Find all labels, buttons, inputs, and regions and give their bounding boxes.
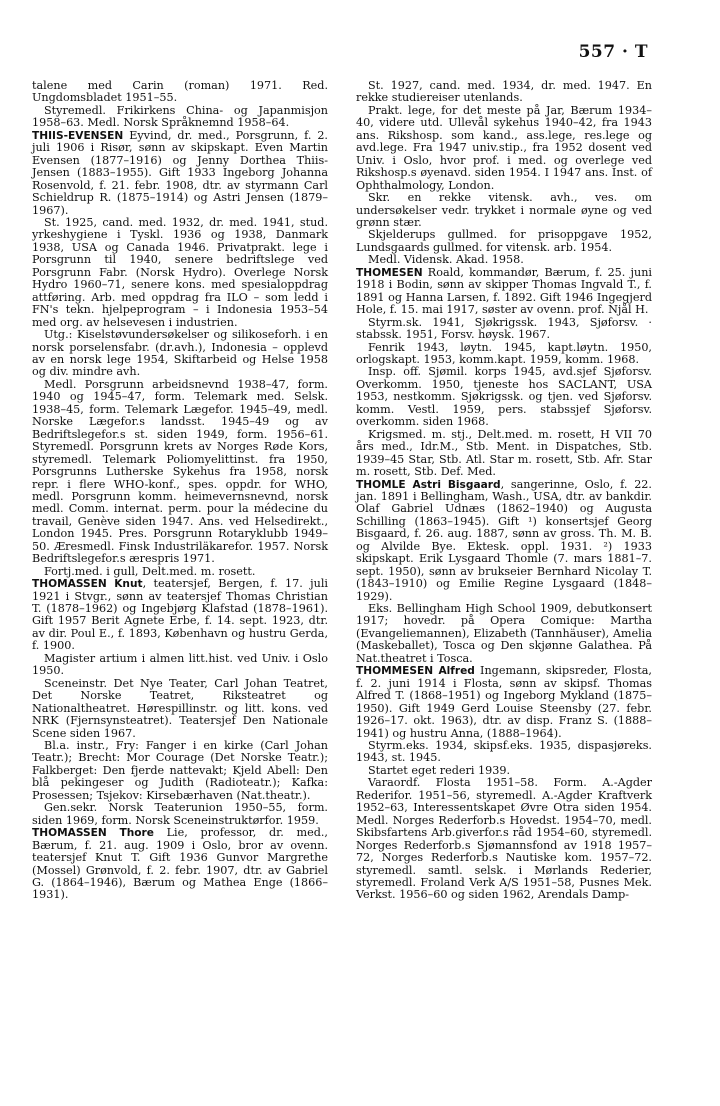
paragraph: Skjelderups gullmed. for prisoppgave 1952, Lundsgaards gullmed. for vitensk. arb. 1954.: [356, 228, 652, 254]
entry-headword: THOMASSEN Thore: [32, 827, 154, 840]
paragraph: Prakt. lege, for det meste på Jar, Bærum 1934–40, videre utd. Ullevål sykehus 1940–42, fra 1943 ans. Rikshosp. som kand., ass.lege, res.lege og avd.lege. Fra 1947 univ.stip., fra 1952 dosent ved Univ. i Oslo, hvor prof. i med. og overlege ved Rikshosp.s øyenavd. siden 1954. I 1947 ans. Inst. of Ophthalmology, London.: [356, 103, 652, 192]
paragraph: Gen.sekr. Norsk Teaterunion 1950–55, form. siden 1969, form. Norsk Sceneinstruktørfor. 1959.: [32, 801, 328, 827]
paragraph: Startet eget rederi 1939.: [368, 763, 511, 777]
paragraph: Medl. Vidensk. Akad. 1958.: [368, 253, 524, 267]
right-text-column: [356, 80, 652, 902]
paragraph: Medl. Porsgrunn arbeidsnevnd 1938–47, form. 1940 og 1945–47, form. Telemark med. Selsk. 1938–45, form. Telemark Lægefor. 1945–49, medl. Norske Lægefor.s landsst. 1945–49 og av Bedriftslegefor.s st. siden 1949, form. 1956–61. Styremedl. Porsgrunn krets av Norges Røde Kors, styremedl. Telemark Poliomyelittinst. fra 1950, Porsgrunns Lutherske Sykehus fra 1958, norsk repr. i flere WHO-konf., spes. oppdr. for WHO, medl. Porsgrunn komm. heimevernsnevnd, norsk medl. Comm. internat. perm. pour la médecine du travail, Genève siden 1947. Ans. ved Helsedirekt., London 1945. Pres. Porsgrunn Rotaryklubb 1949–50. Æresmedl. Finsk Industriläkarefor. 1957. Norsk Bedriftslegefor.s ærespris 1971.: [32, 377, 328, 566]
paragraph: St. 1925, cand. med. 1932, dr. med. 1941, stud. yrkeshygiene i Tyskl. 1936 og 1938, Danmark 1938, USA og Canada 1946. Privatprakt. lege i Porsgrunn til 1940, senere bedriftslege ved Porsgrunn Fabr. (Norsk Hydro). Overlege Norsk Hydro 1960–71, senere kons. med spesialoppdrag attføring. Arb. med oppdrag fra ILO – som ledd i FN's tekn. hjelpeprogram – i Indonesia 1953–54 med org. av helsevesen i industrien.: [32, 215, 328, 329]
paragraph: Skr. en rekke vitensk. avh., ves. om undersøkelser vedr. trykket i normale øyne og ved grønn stær.: [356, 191, 652, 229]
entry-headword: THIIS-EVENSEN: [32, 129, 124, 142]
paragraph: Utg.: Kiselstøvundersøkelser og silikoseforh. i en norsk porselensfabr. (dr.avh.), Indonesia – opplevd av en norsk lege 1954, Skiftarbeid og Helse 1958 og div. mindre avh.: [32, 328, 328, 379]
biography-entry: [32, 578, 328, 653]
entry-text: Eyvind, dr. med., Porsgrunn, f. 2. juli 1906 i Risør, sønn av skipskapt. Even Martin Evensen (1877–1916) og Jenny Dorthea Thiis-Jensen (1883–1955). Gift 1933 Ingeborg Johanna Rosenvold, f. 21. febr. 1908, dtr. av styrmann Carl Schieldrup R. (1875–1914) og Astri Jensen (1879–1967).: [32, 128, 328, 217]
paragraph: Krigsmed. m. stj., Delt.med. m. rosett, H VII 70 års med., Idr.M., Stb. Ment. in Dispatches, Stb. 1939–45 Star, Stb. Atl. Star m. rosett, Stb. Afr. Star m. rosett, Stb. Def. Med.: [356, 427, 652, 479]
left-text-column: [32, 80, 328, 902]
paragraph: Eks. Bellingham High School 1909, debutkonsert 1917; hovedr. på Opera Comique: Martha (Evangeliemannen), Elizabeth (Tannhäuser), Amelia (Maskeballet), Tosca og Den skjønne Galathea. På Nat.theatret i Tosca.: [356, 602, 652, 665]
paragraph: Fortj.med. i gull, Delt.med. m. rosett.: [44, 564, 256, 578]
paragraph: St. 1927, cand. med. 1934, dr. med. 1947. En rekke studiereiser utenlands.: [356, 79, 652, 105]
paragraph: Sceneinstr. Det Nye Teater, Carl Johan Teatret, Det Norske Teatret, Riksteatret og Nationaltheatret. Hørespillinstr. og litt. kons. ved NRK (Fjernsynsteatret). Teatersjef Den Nationale Scene siden 1967.: [32, 676, 328, 740]
page-number-header: 557 · T: [578, 42, 648, 62]
entry-text: Ingemann, skipsreder, Flosta, f. 2. juni 1914 i Flosta, sønn av skipsf. Thomas Alfred T. (1868–1951) og Ingeborg Mykland (1875–1950). Gift 1949 Gerd Louise Steensby (27. febr. 1926–17. okt. 1963), dtr. av disp. Franz S. (1888–1941) og hustru Anna, (1888–1964).: [356, 664, 652, 740]
biography-entry: [32, 827, 328, 902]
biography-entry: [356, 665, 652, 740]
entry-text: , sangerinne, Oslo, f. 22. jan. 1891 i Bellingham, Wash., USA, dtr. av bankdir. Olaf Gabriel Udnæs (1862–1940) og Augusta Schilling (1863–1945). Gift ¹) konsertsjef Georg Bisgaard, f. 26. aug. 1887, sønn av gross. Th. M. B. og Alvilde Bye. Ektesk. oppl. 1931. ²) 1933 skipskapt. Erik Lysgaard Thomle (7. mars 1881–7. sept. 1950), sønn av brukseier Bernhard Nicolay T. (1843–1910) og Emilie Regine Lysgaard (1848–1929).: [356, 477, 652, 603]
paragraph: Styremedl. Frikirkens China- og Japanmisjon 1958–63. Medl. Norsk Språknemnd 1958–64.: [32, 103, 328, 130]
entry-text: Roald, kommandør, Bærum, f. 25. juni 1918 i Bodin, sønn av skipper Thomas Ingvald T., f. 1891 og Hanna Larsen, f. 1892. Gift 1946 Ingegjerd Hole, f. 15. mai 1917, søster av ovenn. prof. Njål H.: [356, 265, 652, 317]
entry-headword: THOMLE Astri Bisgaard: [356, 478, 501, 491]
paragraph: Fenrik 1943, løytn. 1945, kapt.løytn. 1950, orlogskapt. 1953, komm.kapt. 1959, komm. 1968.: [356, 340, 652, 366]
entry-text: , teatersjef, Bergen, f. 17. juli 1921 i Stvgr., sønn av teatersjef Thomas Christian T. (1878–1962) og Ingebjørg Klafstad (1878–1961). Gift 1957 Berit Agnete Erbe, f. 14. sept. 1923, dtr. av dir. Poul E., f. 1893, København og hustru Gerda, f. 1900.: [32, 577, 328, 653]
paragraph: Insp. off. Sjømil. korps 1945, avd.sjef Sjøforsv. Overkomm. 1950, tjeneste hos SACLANT, USA 1953, nestkomm. Sjøkrigssk. og tjen. ved Sjøforsv. komm. Vestl. 1959, pers. stabssjef Sjøforsv. overkomm. siden 1968.: [356, 365, 652, 429]
entry-headword: THOMASSEN Knut: [32, 578, 143, 591]
biography-entry: [356, 479, 652, 604]
biography-entry: [356, 267, 652, 317]
entry-headword: THOMMESEN Alfred: [356, 665, 475, 678]
paragraph: Magister artium i almen litt.hist. ved Univ. i Oslo 1950.: [32, 651, 328, 678]
paragraph: Varaordf. Flosta 1951–58. Form. A.-Agder Rederifor. 1951–56, styremedl. A.-Agder Kraftverk 1952–63, Interessentskapet Øvre Otra siden 1954. Medl. Norges Rederforb.s Hovedst. 1954–70, medl. Skibsfartens Arb.giverfor.s råd 1954–60, styremedl. Norges Rederforb.s Sjømannsfond av 1918 1957–72, Norges Rederforb.s Nautiske kom. 1957–72. styremedl. samtl. selsk. i Mørlands Rederier, styremedl. Froland Verk A/S 1951–58, Pusnes Mek. Verkst. 1956–60 og siden 1962, Arendals Damp-: [356, 776, 652, 902]
paragraph: Styrm.eks. 1934, skipsf.eks. 1935, dispasjøreks. 1943, st. 1945.: [356, 739, 652, 765]
biography-entry: [32, 130, 328, 217]
continued-paragraph: talene med Carin (roman) 1971. Red. Ungdomsbladet 1951–55.: [32, 79, 328, 105]
paragraph: Styrm.sk. 1941, Sjøkrigssk. 1943, Sjøforsv. · stabssk. 1951, Forsv. høysk. 1967.: [356, 315, 652, 342]
paragraph: Bl.a. instr., Fry: Fanger i en kirke (Carl Johan Teatr.); Brecht: Mor Courage (Det Norske Teatr.); Falkberget: Den fjerde nattevakt; Kjeld Abell: Den blå pekingeser og Judith (Radioteatr.); Kafka: Prosessen; Tsjekov: Kirsebærhaven (Nat.theatr.).: [32, 739, 328, 802]
entry-text: Lie, professor, dr. med., Bærum, f. 21. aug. 1909 i Oslo, bror av ovenn. teatersjef Knut T. Gift 1936 Gunvor Margrethe (Mossel) Grønvold, f. 2. febr. 1907, dtr. av Gabriel G. (1864–1946), Bærum og Mathea Enge (1866–1931).: [32, 826, 328, 902]
entry-headword: THOMESEN: [356, 266, 423, 279]
